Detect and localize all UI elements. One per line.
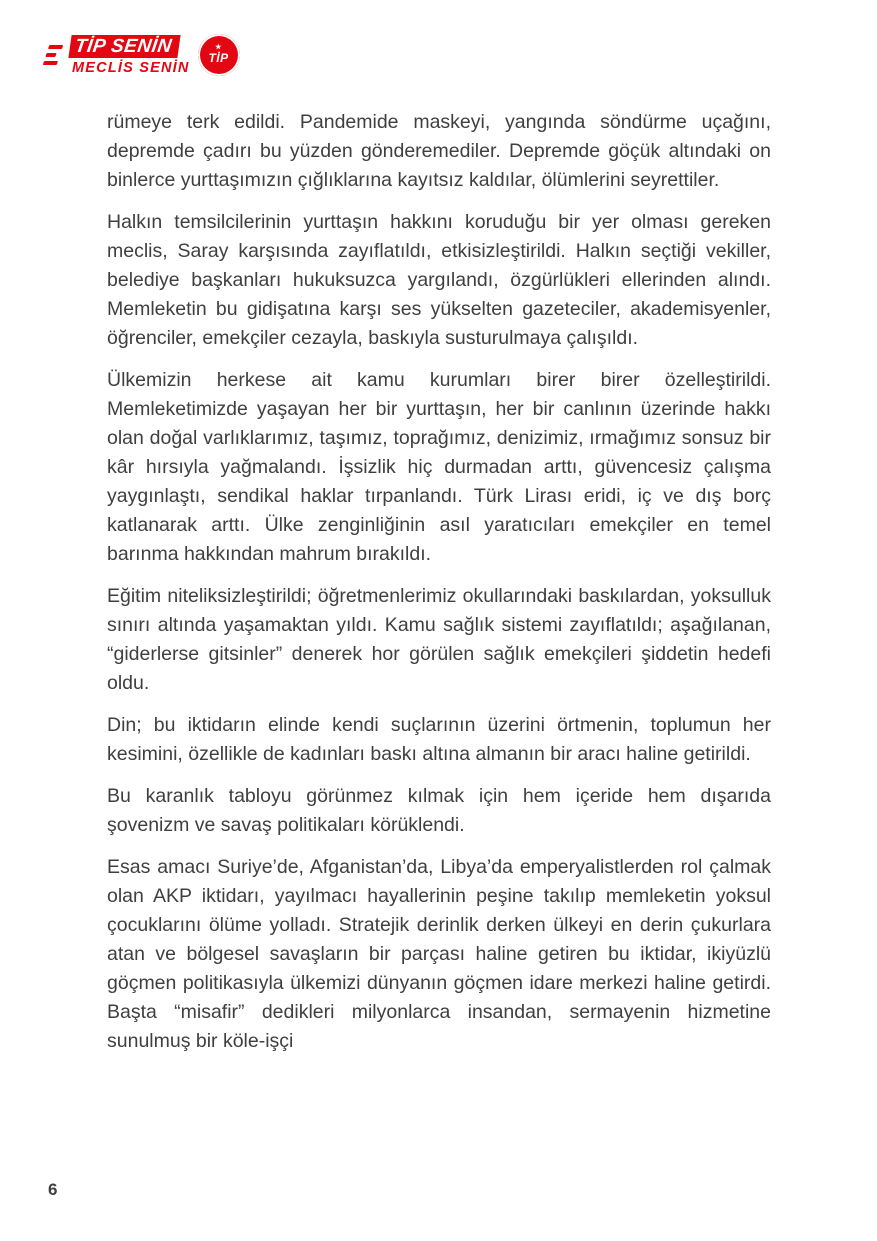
paragraph: Eğitim niteliksizleştirildi; öğretmenlerimiz okullarındaki baskılardan, yoksulluk sınırı altında yaşamaktan yıldı. Kamu sağlık sistemi zayıflatıldı; aşağılanan, “giderlerse gitsinler” denerek hor görülen sağlık emekçileri şiddetin hedefi oldu. [107,585,771,694]
paragraph: Din; bu iktidarın elinde kendi suçlarının üzerini örtmenin, toplumun her kesimini, özellikle de kadınları baskı altına almanın bir aracı haline getirildi. [107,714,771,765]
paragraph: Bu karanlık tabloyu görünmez kılmak için hem içeride hem dışarıda şovenizm ve savaş politikaları körüklendi. [107,785,771,836]
logo-line2: MECLİS SENİN [72,59,190,76]
tip-logo [70,35,190,76]
header [46,34,240,76]
paragraph: rümeye terk edildi. Pandemide maskeyi, yangında söndürme uçağını, depremde çadırı bu yüzden gönderemediler. Depremde göçük altındaki on binlerce yurttaşımızın çığlıklarına kayıtsız kaldılar, ölümlerini seyrettiler. [107,111,771,191]
emblem-label: TİP [208,51,229,65]
logo-line1: TİP SENİN [68,35,180,58]
document-body [107,108,771,1069]
tip-emblem-icon [198,34,240,76]
paragraph: Esas amacı Suriye’de, Afganistan’da, Libya’da emperyalistlerden rol çalmak olan AKP iktidarı, yayılmacı hayallerinin peşine takılıp memleketin yoksul çocuklarını ölüme yolladı. Stratejik derinlik derken ülkeyi en derin çukurlara atan ve bölgesel savaşların bir parçası haline getiren bu iktidar, ikiyüzlü göçmen politikasıyla ülkemizi dünyanın göçmen idare merkezi haline getirdi. Başta “misafir” dedikleri milyonlarca insandan, sermayenin hizmetine sunulmuş bir köle-işçi [107,856,771,1052]
paragraph: Ülkemizin herkese ait kamu kurumları birer birer özelleştirildi. Memleketimizde yaşayan her bir yurttaşın, her bir canlının üzerinde hakkı olan doğal varlıklarımız, taşımız, toprağımız, denizimiz, ırmağımız sonsuz bir kâr hırsıyla yağmalandı. İşsizlik hiç durmadan arttı, güvencesiz çalışma yaygınlaştı, sendikal haklar tırpanlandı. Türk Lirası eridi, iç ve dış borç katlanarak arttı. Ülke zenginliğinin asıl yaratıcıları emekçiler en temel barınma hakkından mahrum bırakıldı. [107,369,771,565]
paragraph: Halkın temsilcilerinin yurttaşın hakkını koruduğu bir yer olması gereken meclis, Saray karşısında zayıflatıldı, etkisizleştirildi. Halkın seçtiği vekiller, belediye başkanları hukuksuzca yargılandı, özgürlükleri ellerinden alındı. Memleketin bu gidişatına karşı ses yükselten gazeteciler, akademisyenler, öğrenciler, emekçiler cezayla, baskıyla susturulmaya çalışıldı. [107,211,771,349]
star-icon: ★ [215,44,222,51]
speed-lines-icon [43,45,63,65]
page-number: 6 [48,1180,58,1199]
